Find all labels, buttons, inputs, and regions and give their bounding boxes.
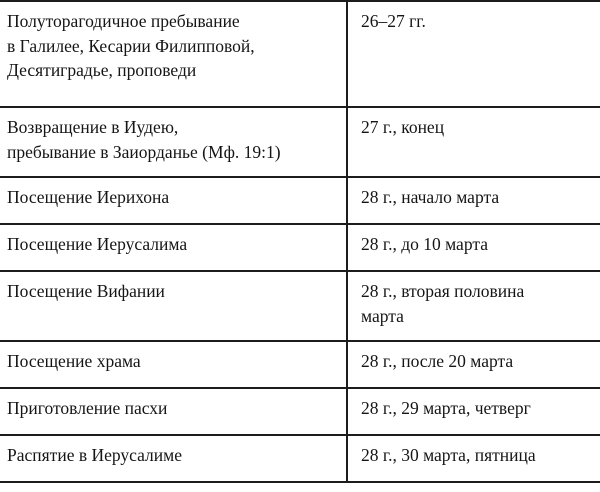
event-text-line: Распятие в Иерусалиме bbox=[7, 445, 182, 465]
event-cell bbox=[0, 388, 347, 435]
date-text-line: 28 г., начало марта bbox=[361, 187, 500, 207]
date-text-line: 28 г., до 10 марта bbox=[361, 234, 488, 254]
table-row bbox=[0, 107, 600, 177]
event-text-line: Возвращение в Иудею, bbox=[7, 117, 179, 137]
event-cell bbox=[0, 1, 347, 107]
event-cell bbox=[0, 271, 347, 341]
event-cell bbox=[0, 341, 347, 388]
date-text-line: 28 г., после 20 марта bbox=[361, 351, 514, 371]
date-text-line: 26–27 гг. bbox=[361, 11, 426, 31]
date-text-line: 28 г., 30 марта, пятница bbox=[361, 445, 536, 465]
date-cell bbox=[347, 271, 600, 341]
table-row bbox=[0, 341, 600, 388]
table-row bbox=[0, 435, 600, 482]
event-cell bbox=[0, 224, 347, 271]
table-row bbox=[0, 177, 600, 224]
event-text-line: Посещение Иерусалима bbox=[7, 234, 188, 254]
date-text-line: 28 г., 29 марта, четверг bbox=[361, 398, 531, 418]
event-text-line: Посещение храма bbox=[7, 351, 141, 371]
date-cell bbox=[347, 224, 600, 271]
table-row bbox=[0, 388, 600, 435]
date-text-line: 28 г., вторая половина bbox=[361, 281, 525, 301]
table-row bbox=[0, 224, 600, 271]
event-text-line: пребывание в Заиорданье (Мф. 19:1) bbox=[7, 141, 281, 162]
date-cell bbox=[347, 1, 600, 107]
event-text-line: Десятиградье, проповеди bbox=[7, 60, 197, 80]
event-text-line: в Галилее, Кесарии Филипповой, bbox=[7, 35, 255, 56]
event-text-line: Посещение Вифании bbox=[7, 281, 165, 301]
event-text-line: Полуторагодичное пребывание bbox=[7, 11, 240, 31]
date-cell bbox=[347, 435, 600, 482]
date-text-line: 27 г., конец bbox=[361, 117, 445, 137]
event-text-line: Приготовление пасхи bbox=[7, 398, 168, 418]
event-cell bbox=[0, 107, 347, 177]
date-text-line: марта bbox=[361, 305, 404, 326]
date-cell bbox=[347, 388, 600, 435]
table-row bbox=[0, 271, 600, 341]
date-cell bbox=[347, 177, 600, 224]
table-row bbox=[0, 1, 600, 107]
event-cell bbox=[0, 177, 347, 224]
date-cell bbox=[347, 341, 600, 388]
date-cell bbox=[347, 107, 600, 177]
event-text-line: Посещение Иерихона bbox=[7, 187, 170, 207]
event-cell bbox=[0, 435, 347, 482]
